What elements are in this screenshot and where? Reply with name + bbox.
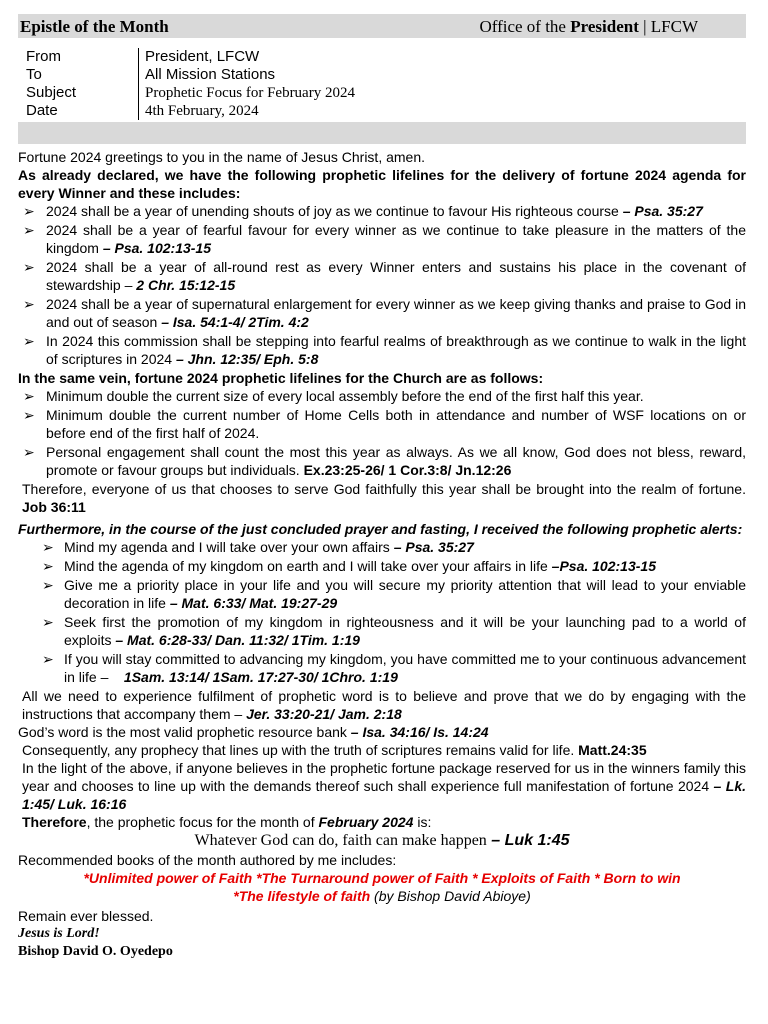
arrow-bullet-icon: ➢ <box>42 577 54 593</box>
arrow-bullet-icon: ➢ <box>42 539 54 555</box>
meta-subject: Subject Prophetic Focus for February 2024 <box>18 84 746 102</box>
intro-church: In the same vein, fortune 2024 prophetic lifelines for the Church are as follows: <box>18 370 544 386</box>
list-item: ➢ Minimum double the current number of Home Cells both in attendance and number of WSF locations on or before end of the first half of 2024. <box>23 407 746 441</box>
list-item: ➢ 2024 shall be a year of unending shouts of joy as we continue to favour His righteous course – Psa. 35:27 <box>23 203 703 219</box>
arrow-bullet-icon: ➢ <box>23 203 35 219</box>
focus-line: Therefore, the prophetic focus for the month of February 2024 is: <box>22 814 432 830</box>
list-item: ➢ Seek first the promotion of my kingdom in righteousness and it will be your launching pad to a world of exploits – Mat. 6:28-33/ Dan. 11:32/ 1Tim. 1:19 <box>42 614 746 648</box>
signature: Bishop David O. Oyedepo <box>18 944 173 959</box>
paragraph-in-the-light: In the light of the above, if anyone believes in the prophetic fortune package reserved for us in the winners family this year and chooses to line up with the demands thereof such shall experience full manifestation of fortune 2024 – Lk. 1:45/ Luk. 16:16 <box>22 760 746 812</box>
list-item: ➢ Mind the agenda of my kingdom on earth and I will take over your affairs in life –Psa. 102:13-15 <box>42 558 656 574</box>
list-item: ➢ If you will stay committed to advancing my kingdom, you have committed me to your continuous advancement in life – 1Sam. 13:14/ 1Sam. 17:27-30/ 1Chro. 1:19 <box>42 651 750 685</box>
header-office: Office of the President | LFCW <box>479 17 698 36</box>
arrow-bullet-icon: ➢ <box>23 407 35 423</box>
memo-meta <box>18 48 746 120</box>
paragraph-gods-word: God’s word is the most valid prophetic resource bank – Isa. 34:16/ Is. 14:24 <box>18 724 489 740</box>
list-item: ➢ Minimum double the current size of every local assembly before the end of the first half this year. <box>23 388 644 404</box>
paragraph-consequently: Consequently, any prophecy that lines up with the truth of scriptures remains valid for life. Matt.24:35 <box>22 742 647 758</box>
meta-date: Date 4th February, 2024 <box>18 102 746 120</box>
meta-from: From President, LFCW <box>18 48 746 66</box>
list-item: ➢ In 2024 this commission shall be stepping into fearful realms of breakthrough as we continue to walk in the light of scriptures in 2024 – Jhn. 12:35/ Eph. 5:8 <box>23 333 746 367</box>
books-list-line1: *Unlimited power of Faith *The Turnaround power of Faith * Exploits of Faith * Born to win <box>83 870 681 886</box>
arrow-bullet-icon: ➢ <box>42 614 54 630</box>
books-list-line2: *The lifestyle of faith (by Bishop David Abioye) <box>233 888 531 904</box>
list-item: ➢ 2024 shall be a year of fearful favour for every winner as we continue to take pleasure in the matters of the kingdom – Psa. 102:13-15 <box>23 222 746 256</box>
arrow-bullet-icon: ➢ <box>23 259 35 275</box>
paragraph-all-we-need: All we need to experience fulfilment of prophetic word is to believe and prove that we do by engaging with the instructions that accompany them – Jer. 33:20-21/ Jam. 2:18 <box>22 688 746 722</box>
separator-band <box>18 122 746 144</box>
list-item: ➢ Personal engagement shall count the most this year as always. As we all know, God does not bless, reward, promote or favour groups but individuals. Ex.23:25-26/ 1 Cor.3:8/ Jn.12:26 <box>23 444 746 478</box>
greeting: Fortune 2024 greetings to you in the name of Jesus Christ, amen. <box>18 149 426 165</box>
arrow-bullet-icon: ➢ <box>23 333 35 349</box>
intro-alerts: Furthermore, in the course of the just concluded prayer and fasting, I received the following prophetic alerts: <box>18 521 743 537</box>
header-bar <box>18 14 746 38</box>
arrow-bullet-icon: ➢ <box>23 444 35 460</box>
alerts-list <box>18 538 750 686</box>
arrow-bullet-icon: ➢ <box>42 651 54 667</box>
lifelines-list <box>18 202 746 368</box>
list-item: ➢ 2024 shall be a year of all-round rest as every Winner enters and sustains his place in the covenant of stewardship – 2 Chr. 15:12-15 <box>23 259 746 293</box>
church-list <box>18 387 746 479</box>
jesus-is-lord: Jesus is Lord! <box>18 926 100 941</box>
list-item: ➢ Mind my agenda and I will take over your own affairs – Psa. 35:27 <box>42 539 474 555</box>
arrow-bullet-icon: ➢ <box>23 388 35 404</box>
arrow-bullet-icon: ➢ <box>23 296 35 312</box>
therefore-paragraph: Therefore, everyone of us that chooses to serve God faithfully this year shall be brought into the realm of fortune. Job 36:11 <box>22 481 746 515</box>
intro-lifelines: As already declared, we have the following prophetic lifelines for the delivery of fortune 2024 agenda for every Winner and these includes: <box>18 167 746 201</box>
arrow-bullet-icon: ➢ <box>42 558 54 574</box>
header-title: Epistle of the Month <box>20 17 169 36</box>
letter-body <box>18 148 750 961</box>
books-intro: Recommended books of the month authored by me includes: <box>18 852 397 868</box>
monthly-motto: Whatever God can do, faith can make happen – Luk 1:45 <box>194 832 570 849</box>
list-item: ➢ 2024 shall be a year of supernatural enlargement for every winner as we keep giving thanks and praise to God in and out of season – Isa. 54:1-4/ 2Tim. 4:2 <box>23 296 746 330</box>
list-item: ➢ Give me a priority place in your life and you will secure my priority attention that will lead to your enviable decoration in life – Mat. 6:33/ Mat. 19:27-29 <box>42 577 746 611</box>
closing-line: Remain ever blessed. <box>18 908 154 924</box>
meta-to: To All Mission Stations <box>18 66 746 84</box>
arrow-bullet-icon: ➢ <box>23 222 35 238</box>
